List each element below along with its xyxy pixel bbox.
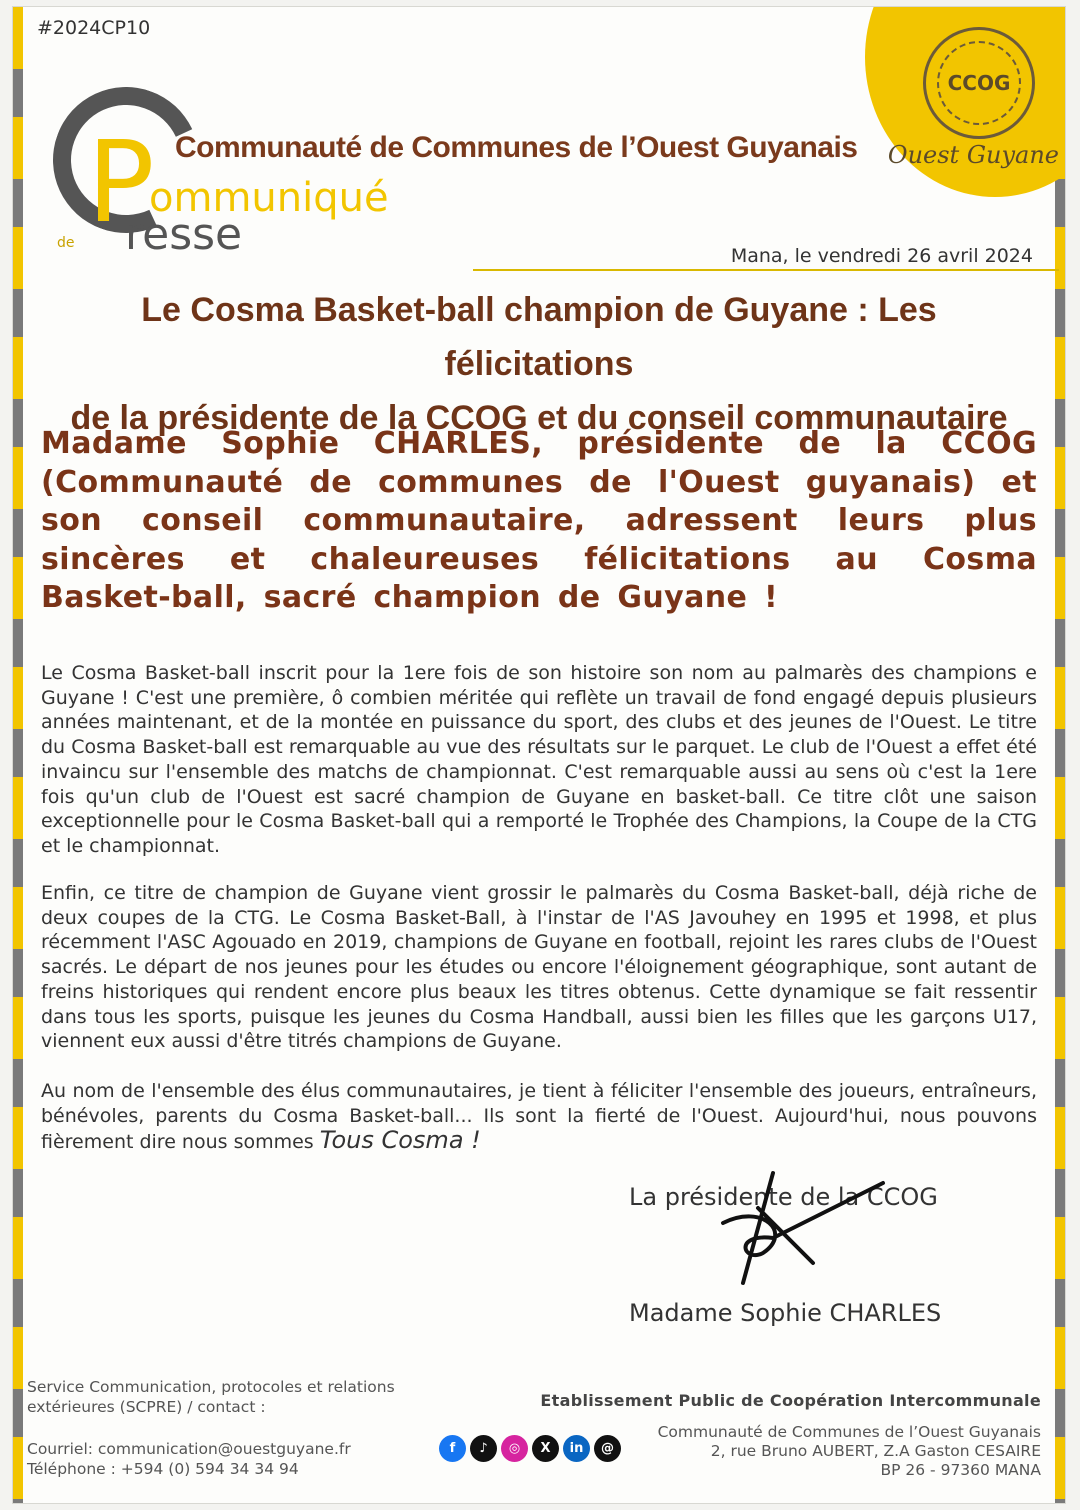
- footer-email[interactable]: Courriel: communication@ouestguyane.fr: [27, 1440, 351, 1458]
- signature-name: Madame Sophie CHARLES: [629, 1299, 942, 1327]
- date-underline: [473, 269, 1059, 271]
- footer-service-line-1: Service Communication, protocoles et relations: [27, 1378, 395, 1396]
- right-border-strip: [1055, 7, 1065, 1503]
- linkedin-icon[interactable]: in: [563, 1435, 590, 1462]
- footer-phone[interactable]: Téléphone : +594 (0) 594 34 34 94: [27, 1460, 299, 1478]
- seal-script-text: Ouest Guyane: [887, 141, 1059, 169]
- body-paragraph-2: Enfin, ce titre de champion de Guyane vient grossir le palmarès du Cosma Basket-ball, déjà riche de deux coupes de la CTG. Le Cosma Basket-Ball, à l'instar de l'AS Javouhey en 1995 et 1998, et plus récemment l'ASC Agouado en 2019, champions de Guyane en football, rejoint les rares clubs de l'Ouest sacrés. Le départ de nos jeunes pour les études ou encore l'éloignement géographique, sont autant de freins historiques qui rendent encore plus beaux les titres obtenus. Cette dynamique se fait ressentir dans tous les sports, puisque les jeunes du Cosma Handball, aussi bien les filles que les garçons U17, viennent eux aussi d'être titrés champions de Guyane.: [41, 882, 1037, 1053]
- lead-paragraph: Madame Sophie CHARLES, présidente de la CCOG (Communauté de communes de l'Ouest guyanais) et son conseil communautaire, adressent leurs plus sincères et chaleureuses félicitations au Cosma Basket-ball, sacré champion de Guyane !: [41, 426, 1037, 615]
- logo-de-text: de: [57, 235, 75, 251]
- footer-service: [27, 1377, 395, 1417]
- instagram-icon[interactable]: ◎: [501, 1435, 528, 1462]
- footer-service-line-2: extérieures (SCPRE) / contact :: [27, 1398, 266, 1416]
- footer-address-line-3: BP 26 - 97360 MANA: [880, 1461, 1041, 1479]
- logo-communique-text: ommuniqué: [149, 175, 389, 221]
- footer-epci-title: Etablissement Public de Coopération Intercommunale: [540, 1391, 1041, 1410]
- footer-address-line-1: Communauté de Communes de l’Ouest Guyanais: [657, 1423, 1041, 1441]
- headline-line-1: Le Cosma Basket-ball champion de Guyane : Les félicitations: [141, 291, 937, 383]
- signature-title: La présidente de la CCOG: [629, 1183, 938, 1211]
- threads-icon[interactable]: @: [594, 1435, 621, 1462]
- headline-line-2: de la présidente de la CCOG et du conseil communautaire: [70, 399, 1008, 437]
- date-line: Mana, le vendredi 26 avril 2024: [730, 245, 1033, 267]
- handwritten-signature: [703, 1163, 903, 1293]
- logo-p-letter: P: [87, 118, 155, 248]
- logo-presse-text: resse: [125, 209, 243, 260]
- footer-address: [658, 1423, 1041, 1480]
- body-paragraph-3: [41, 1079, 1037, 1155]
- footer-contact: [27, 1439, 351, 1479]
- body-paragraph-3-text: Au nom de l'ensemble des élus communautaires, je tient à féliciter l'ensemble des joueurs, entraîneurs, bénévoles, parents du Cosma Basket-ball... Ils sont la fierté de l'Ouest. Aujourd'hui, nous pouvons fièrement dire nous sommes: [41, 1080, 1037, 1154]
- ccog-seal-logo: [923, 27, 1035, 139]
- left-border-strip: [13, 7, 23, 1503]
- x-icon[interactable]: X: [532, 1435, 559, 1462]
- organization-title: Communauté de Communes de l’Ouest Guyanais: [175, 131, 858, 164]
- facebook-icon[interactable]: f: [439, 1435, 466, 1462]
- press-release-page: [12, 6, 1066, 1504]
- footer-address-line-2: 2, rue Bruno AUBERT, Z.A Gaston CESAIRE: [710, 1442, 1041, 1460]
- social-icons: [439, 1435, 621, 1462]
- tiktok-icon[interactable]: ♪: [470, 1435, 497, 1462]
- headline: [43, 283, 1035, 445]
- seal-text: CCOG: [937, 41, 1021, 125]
- tous-cosma-emphasis: Tous Cosma !: [319, 1126, 481, 1155]
- reference-number: #2024CP10: [37, 17, 151, 39]
- body-paragraph-1: Le Cosma Basket-ball inscrit pour la 1ere fois de son histoire son nom au palmarès des champions e Guyane ! C'est une première, ô combien méritée qui reflète un travail de fond engagé depuis plusieurs années maintenant, et de la montée en puissance du sport, des clubs et des jeunes de l'Ouest. Le titre du Cosma Basket-ball est remarquable au vue des résultats sur le parquet. Le club de l'Ouest a effet été invaincu sur l'ensemble des matchs de championnat. C'est remarquable aussi au sens où c'est la 1ere fois qu'un club de l'Ouest est sacré champion de Guyane en basket-ball. Ce titre clôt une saison exceptionnelle pour le Cosma Basket-ball qui a remporté le Trophée des Champions, la Coupe de la CTG et le championnat.: [41, 662, 1037, 857]
